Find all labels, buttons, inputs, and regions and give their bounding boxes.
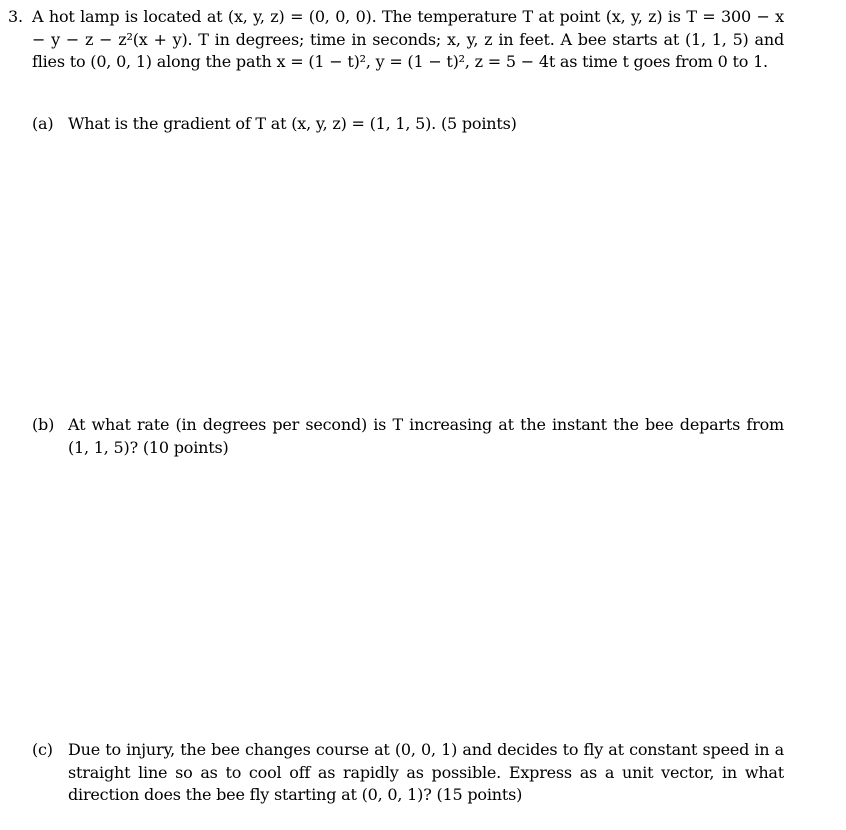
part-c [32,739,784,807]
part-c-label: (c) [32,740,53,759]
problem-intro [8,6,784,74]
problem-intro-text: A hot lamp is located at (x, y, z) = (0, 0, 0). The temperature T at point (x, y, z) is T = 300 − x − y − z − z²(x + y). T in degrees; time in seconds; x, y, z in feet. A bee starts at (1, 1, 5) and flies to (0, 0, 1) along the path x = (1 − t)², y = (1 − t)², z = 5 − 4t as time t goes from 0 to 1. [32,7,784,71]
part-b-label: (b) [32,415,55,434]
part-a-label: (a) [32,114,54,133]
part-c-text: Due to injury, the bee changes course at (0, 0, 1) and decides to fly at constant speed in a straight line so as to cool off as rapidly as possible. Express as a unit vector, in what direction does the bee fly starting at (0, 0, 1)? (15 points) [68,740,784,804]
part-a-text: What is the gradient of T at (x, y, z) = (1, 1, 5). (5 points) [68,114,517,133]
part-b [32,414,784,459]
problem-number: 3. [8,7,23,26]
part-a [32,113,784,136]
part-b-text: At what rate (in degrees per second) is T increasing at the instant the bee departs from (1, 1, 5)? (10 points) [68,415,784,457]
problem-3 [8,6,784,74]
